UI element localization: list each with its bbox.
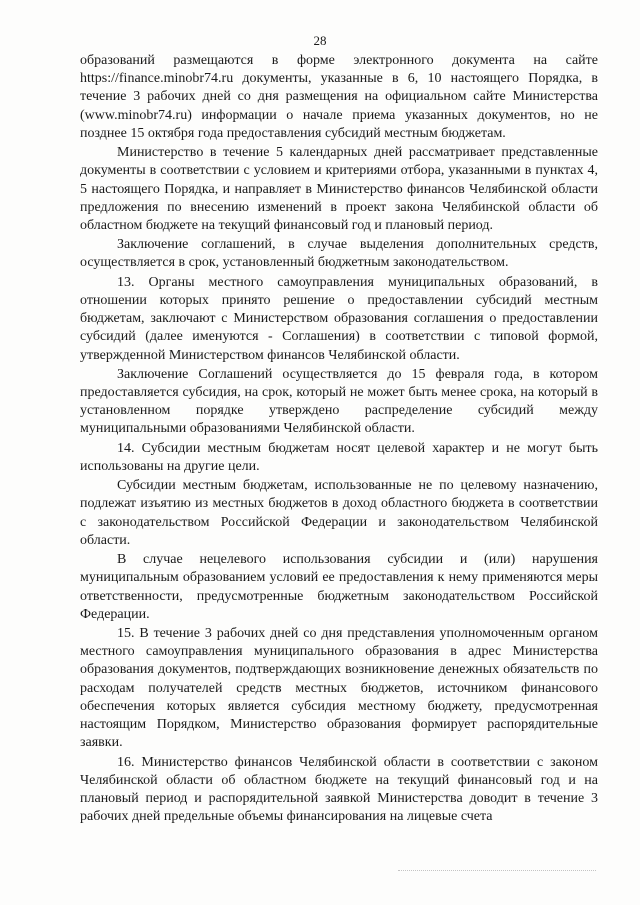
document-body [80, 52, 598, 827]
page-number: 28 [313, 33, 327, 48]
paragraph-9: 15. В течение 3 рабочих дней со дня представления уполномоченным органом местного самоуправления муниципального образования в адрес Министерства образования документов, подтверждающих возникновение денежных обязательств по расходам получателей средств местных бюджетов, источником финансового обеспечения которых является субсидия местному бюджету, предусмотренная настоящим Порядком, Министерство образования формирует распорядительные заявки. [80, 626, 598, 751]
paragraph-10: 16. Министерство финансов Челябинской области в соответствии с законом Челябинской области об областном бюджете на текущий финансовый год и на плановый период и распорядительной заявкой Министерства доводит в течение 3 рабочих дней предельные объемы финансирования на лицевые счета [80, 754, 598, 825]
paragraph-1: образований размещаются в форме электронного документа на сайте https://finance.minobr74.ru документы, указанные в 6, 10 настоящего Порядка, в течение 3 рабочих дней со дня размещения на официальном сайте Министерства (www.minobr74.ru) информации о начале приема указанных документов, но не позднее 15 октября года предоставления субсидий местным бюджетам. [80, 53, 598, 141]
paragraph-2: Министерство в течение 5 календарных дней рассматривает представленные документы в соответствии с условием и критериями отбора, указанными в пунктах 4, 5 настоящего Порядка, и направляет в Министерство финансов Челябинской области предложения по внесению изменений в проект закона Челябинской области об областном бюджете на текущий финансовый год и плановый период. [80, 145, 598, 233]
paragraph-6: 14. Субсидии местным бюджетам носят целевой характер и не могут быть использованы на другие цели. [80, 440, 598, 474]
paragraph-4: 13. Органы местного самоуправления муниципальных образований, в отношении которых принято решение о предоставлении субсидий местным бюджетам, заключают с Министерством образования соглашения о предоставлении субсидий (далее именуются - Соглашения) в соответствии с типовой формой, утвержденной Министерством финансов Челябинской области. [80, 274, 598, 363]
footer-dotted-line [398, 870, 596, 871]
paragraph-8: В случае нецелевого использования субсидии и (или) нарушения муниципальным образованием условий ее предоставления к нему применяются меры ответственности, предусмотренные бюджетным законодательством Российской Федерации. [80, 552, 598, 622]
paragraph-3: Заключение соглашений, в случае выделения дополнительных средств, осуществляется в срок, установленный бюджетным законодательством. [80, 237, 598, 271]
paragraph-7: Субсидии местным бюджетам, использованные не по целевому назначению, подлежат изъятию из местных бюджетов в доход областного бюджета в соответствии с законодательством Российской Федерации и законодательством Челябинской области. [80, 478, 598, 548]
paragraph-5: Заключение Соглашений осуществляется до 15 февраля года, в котором предоставляется субсидия, на срок, который не может быть менее срока, на который в установленном порядке утверждено распределение субсидий между муниципальными образованиями Челябинской области. [80, 366, 598, 437]
